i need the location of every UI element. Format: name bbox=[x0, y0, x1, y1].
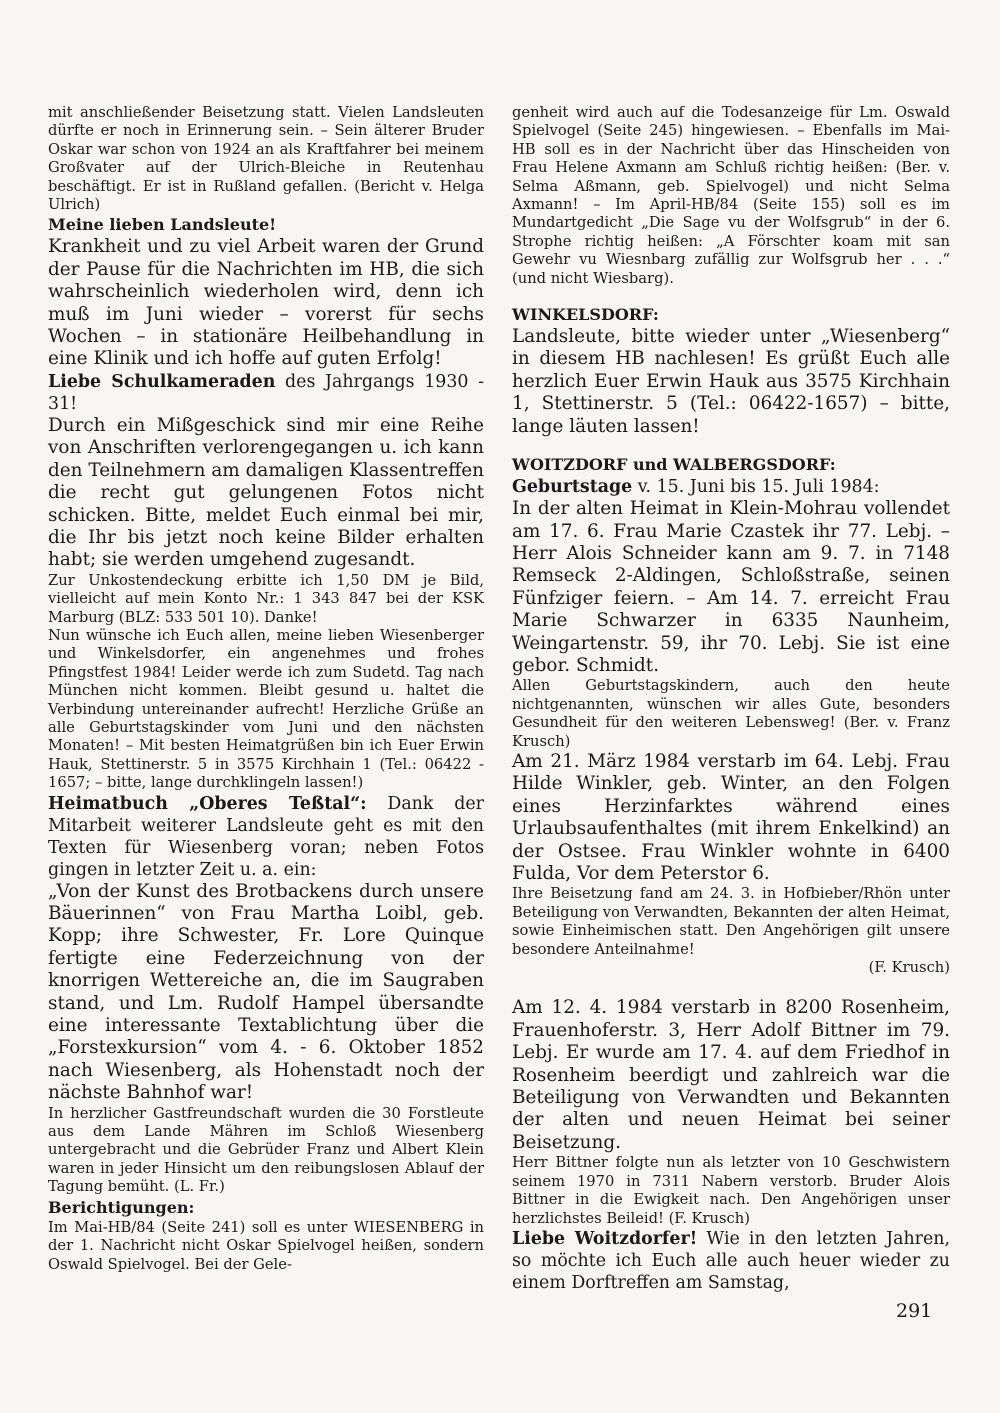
signature: (F. Krusch) bbox=[868, 959, 950, 977]
section-heading: Meine lieben Landsleute! bbox=[48, 215, 277, 235]
lead-text: v. 15. Juni bis 15. Juli 1984: bbox=[632, 477, 880, 498]
paragraph bbox=[48, 793, 484, 881]
paragraph bbox=[48, 371, 484, 415]
paragraph: Durch ein Mißgeschick sind mir eine Reihe von Anschriften verlorengegangen u. ich kann den Teilnehmern am damaligen Klassentreffen die recht gut gelungenen Fotos nicht schicken. Bitte, meldet Euch einmal bei mir, die Ihr bis jetzt noch keine Bilder erhalten habt; sie werden umgehend zugesandt. bbox=[48, 414, 484, 571]
left-column bbox=[48, 104, 484, 1274]
section-heading: WINKELSDORF: bbox=[512, 305, 659, 325]
paragraph: mit anschließender Beisetzung statt. Vielen Landsleuten dürfte er noch in Erinnerung sein. – Sein älterer Bruder Oskar war schon von 1924 an als Kraftfahrer bei meinem Großvater auf der Ulrich-Bleiche in Reutenhau beschäftigt. Er ist in Rußland gefallen. (Bericht v. Helga Ulrich) bbox=[48, 104, 484, 214]
spacer bbox=[512, 438, 950, 454]
section-heading: WOITZDORF und WALBERGSDORF: bbox=[512, 455, 836, 475]
paragraph: Nun wünsche ich Euch allen, meine lieben Wiesenberger und Winkelsdorfer, ein angenehmes und frohes Pfingstfest 1984! Leider werde ich zum Sudetd. Tag nach München nicht kommen. Bleibt gesund u. haltet die Verbindung untereinander aufrecht! Herzliche Grüße an alle Geburtstagskinder vom Juni und den nächsten Monaten! – Mit besten Heimatgrüßen bin ich Euer Erwin Hauk, Stettinerstr. 5 in 3575 Kirchhain 1 (Tel.: 06422 - 1657; – bitte, lange durchklingeln lassen!) bbox=[48, 626, 484, 792]
paragraph: Allen Geburtstagskindern, auch den heute nichtgenannten, wünschen wir alles Gute, besonders Gesundheit für den weiteren Lebensweg! (Ber. v. Franz Krusch) bbox=[512, 677, 950, 750]
paragraph: Am 21. März 1984 verstarb im 64. Lebj. Frau Hilde Winkler, geb. Winter, an den Folgen eines Herzinfarktes während eines Urlaubsaufenthaltes (mit ihrem Enkelkind) an der Ostsee. Frau Winkler wohnte in 6400 Fulda, Vor dem Peterstor 6. bbox=[512, 750, 950, 884]
spacer bbox=[512, 977, 950, 997]
lead-bold: Liebe Woitzdorfer! bbox=[512, 1228, 698, 1249]
page-number: 291 bbox=[896, 1300, 933, 1322]
right-column bbox=[512, 104, 950, 1294]
paragraph: Herr Bittner folgte nun als letzter von 10 Geschwistern seinem 1970 in 7311 Nabern verstorb. Bruder Alois Bittner in die Ewigkeit nach. Den Angehörigen unser herzlichstes Beileid! (F. Krusch) bbox=[512, 1154, 950, 1227]
spacer bbox=[512, 288, 950, 304]
paragraph: Landsleute, bitte wieder unter „Wiesenberg“ in diesem HB nachlesen! Es grüßt Euch alle herzlich Euer Erwin Hauk aus 3575 Kirchhain 1, Stettinerstr. 5 (Tel.: 06422-1657) – bitte, lange läuten lassen! bbox=[512, 326, 950, 437]
paragraph: In herzlicher Gastfreundschaft wurden die 30 Forstleute aus dem Lande Mähren im Schloß Wiesenberg untergebracht und die Gebrüder Franz und Albert Klein waren in jeder Hinsicht um den reibungslosen Ablauf der Tagung bemüht. (L. Fr.) bbox=[48, 1104, 484, 1196]
lead-text: Wie in den letzten Jahren, so möchte ich Euch alle auch heuer wieder zu einem Dorftreffen am Samstag, bbox=[512, 1228, 951, 1293]
lead-bold: Heimatbuch „Oberes Teßtal“: bbox=[48, 793, 367, 814]
lead-text: Dank der Mitarbeit weiterer Landsleute geht es mit den Texten für Wiesenberg voran; neben Fotos gingen in letzter Zeit u. a. ein: bbox=[48, 793, 484, 880]
paragraph: In der alten Heimat in Klein-Mohrau vollendet am 17. 6. Frau Marie Czastek ihr 77. Lebj. – Herr Alois Schneider kann am 9. 7. in 7148 Remseck 2-Aldingen, Schloßstraße, seinen Fünfziger feiern. – Am 14. 7. erreicht Frau Marie Schwarzer in 6335 Naunheim, Weingartenstr. 59, ihr 70. Lebj. Sie ist eine gebor. Schmidt. bbox=[512, 498, 950, 676]
lead-text: des Jahrgangs 1930 - 31! bbox=[48, 371, 484, 414]
paragraph: Krankheit und zu viel Arbeit waren der Grund der Pause für die Nachrichten im HB, die sich wahrscheinlich wiederholen wird, denn ich muß im Juni wieder – vorerst für sechs Wochen – in stationäre Heilbehandlung in eine Klinik und ich hoffe auf guten Erfolg! bbox=[48, 236, 484, 370]
paragraph: genheit wird auch auf die Todesanzeige für Lm. Oswald Spielvogel (Seite 245) hingewiesen. – Ebenfalls im Mai-HB soll es in der Nachricht über das Hinscheiden von Frau Helene Axmann am Schluß richtig heißen: (Ber. v. Selma Aßmann, geb. Spielvogel) und nicht Selma Axmann! – Im April-HB/84 (Seite 155) soll es im Mundartgedicht „Die Sage vu der Wolfsgrub“ in der 6. Strophe richtig heißen: „A Förschter koam mit san Gewehr vu Wiesnbarg zufällig zur Wolfsgrub her . . .“ (und nicht Wiesbarg). bbox=[512, 104, 950, 287]
lead-bold: Geburtstage bbox=[512, 477, 633, 498]
section-heading: Berichtigungen: bbox=[48, 1197, 195, 1217]
paragraph bbox=[512, 476, 950, 498]
paragraph: Am 12. 4. 1984 verstarb in 8200 Rosenheim, Frauenhoferstr. 3, Herr Adolf Bittner im 79. Lebj. Er wurde am 17. 4. auf dem Friedhof in Rosenheim beerdigt und zahlreich war die Beteiligung von Verwandten und Bekannten der alten und neuen Heimat bei seiner Beisetzung. bbox=[512, 997, 950, 1153]
lead-bold: Liebe Schulkameraden bbox=[48, 371, 276, 392]
paragraph: „Von der Kunst des Brotbackens durch unsere Bäuerinnen“ von Frau Martha Loibl, geb. Kopp; ihre Schwester, Fr. Lore Quinque fertigte eine Federzeichnung von der knorrigen Wettereiche an, die im Saugraben stand, und Lm. Rudolf Hampel übersandte eine interessante Textablichtung über die „Forstexkursion“ vom 4. - 6. Oktober 1852 nach Wiesenberg, als Hohenstadt noch der nächste Bahnhof war! bbox=[48, 880, 484, 1104]
paragraph: Zur Unkostendeckung erbitte ich 1,50 DM je Bild, vielleicht auf mein Konto Nr.: 1 343 847 bei der KSK Marburg (BLZ: 533 501 10). Danke! bbox=[48, 571, 484, 626]
paragraph bbox=[512, 1228, 950, 1294]
paragraph: Im Mai-HB/84 (Seite 241) soll es unter WIESENBERG in der 1. Nachricht nicht Oskar Spielvogel heißen, sondern Oswald Spielvogel. Bei der Gele- bbox=[48, 1218, 484, 1273]
paragraph: Ihre Beisetzung fand am 24. 3. in Hofbieber/Rhön unter Beteiligung von Verwandten, Bekannten der alten Heimat, sowie Einheimischen statt. Den Angehörigen gilt unsere besondere Anteilnahme! bbox=[512, 885, 950, 958]
